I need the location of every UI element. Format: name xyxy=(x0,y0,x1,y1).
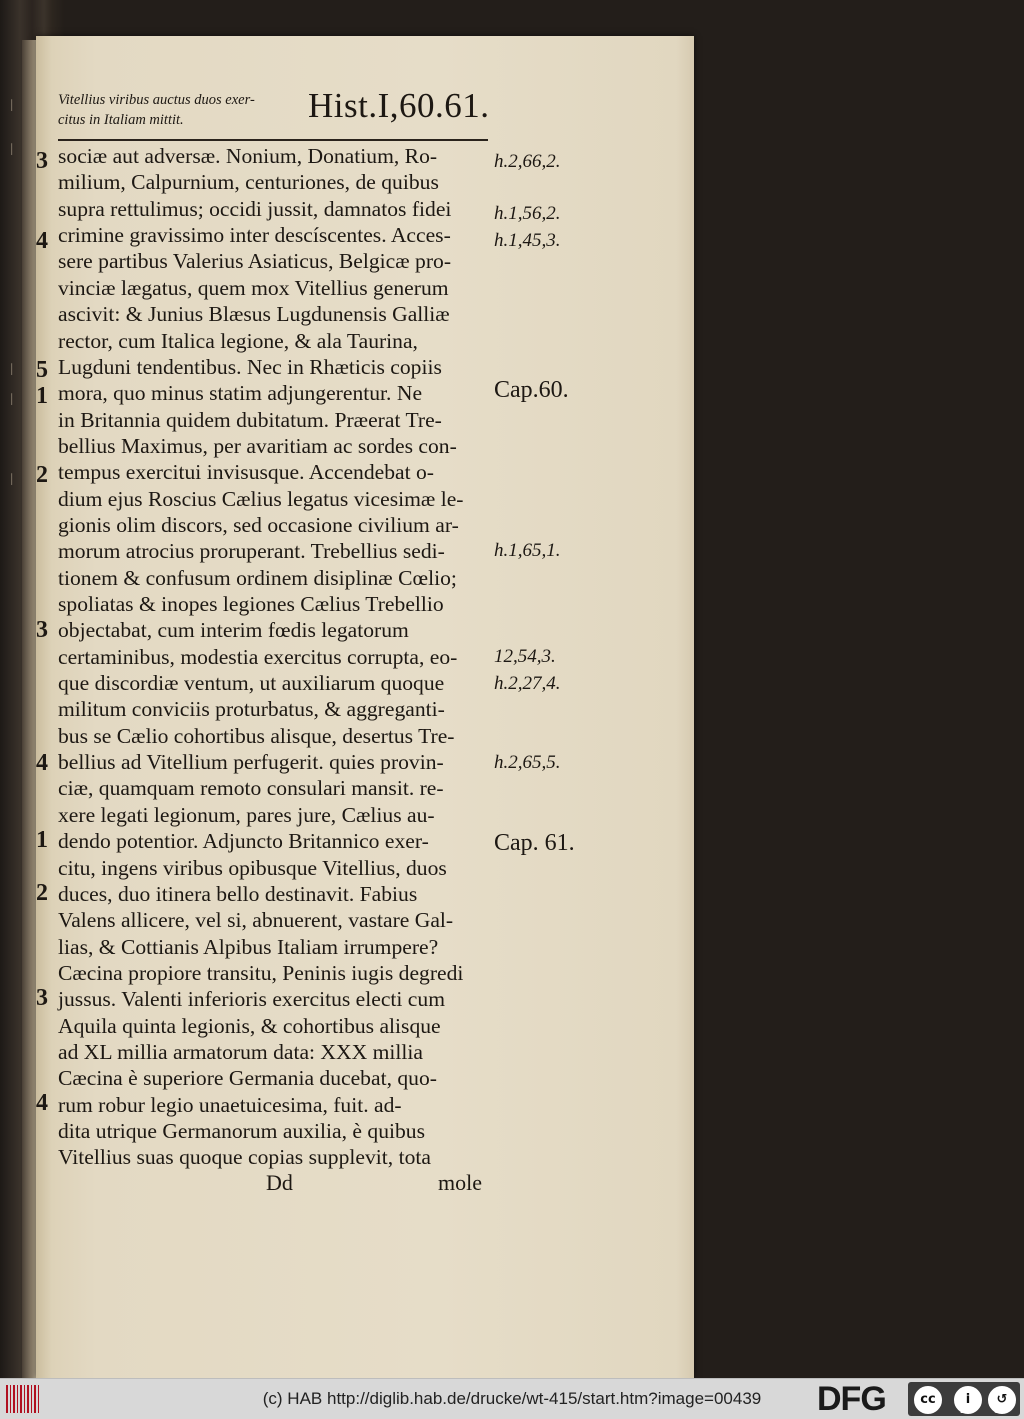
text-line: mora, quo minus statim adjungerentur. Ne xyxy=(58,381,423,406)
paragraph-number: 2 xyxy=(36,880,48,906)
text-line: Cæcina propiore transitu, Peninis iugis degredi xyxy=(58,960,464,985)
text-line: tempus exercitui invisusque. Accendebat o- xyxy=(58,460,434,485)
paragraph-number: 1 xyxy=(36,383,48,409)
text-line: certaminibus, modestia exercitus corrupta, eo- xyxy=(58,644,458,669)
paragraph-number: 2 xyxy=(36,462,48,488)
running-title-line-1: Vitellius viribus auctus duos exer- xyxy=(58,92,255,108)
text-line: que discordiæ ventum, ut auxiliarum quoque xyxy=(58,671,445,695)
text-line: tionem & confusum ordinem disiplinæ Cœlio; xyxy=(58,565,457,590)
text-line: sere partibus Valerius Asiaticus, Belgicæ pro- xyxy=(58,249,452,274)
text-line: militum conviciis proturbatus, & aggreganti- xyxy=(58,697,445,722)
text-line: supra rettulimus; occidi jussit, damnatos fidei xyxy=(58,196,452,221)
text-line: ascivit: & Junius Blæsus Lugdunensis Galliæ xyxy=(58,302,450,327)
share-alike-icon: ↺ xyxy=(988,1386,1016,1414)
running-title-line-2: citus in Italiam mittit. xyxy=(58,112,184,128)
text-line: vinciæ lægatus, quem mox Vitellius generum xyxy=(58,275,449,300)
edge-mark: ǀ xyxy=(10,470,14,489)
cc-icon: cc xyxy=(914,1386,942,1414)
attribution-icon: i xyxy=(954,1386,982,1414)
text-line: duces, duo itinera bello destinavit. Fabius xyxy=(58,881,418,906)
edge-mark: ǀ xyxy=(10,96,14,115)
edge-mark: ǀ xyxy=(10,360,14,379)
text-line: dendo potentior. Adjuncto Britannico exer- xyxy=(58,829,429,854)
text-line: rum robur legio unaetuicesima, fuit. ad- xyxy=(58,1092,402,1117)
catchword: mole xyxy=(438,1170,482,1195)
paragraph-number: 4 xyxy=(36,750,48,776)
text-line: lias, & Cottianis Alpibus Italiam irrumpere? xyxy=(58,934,439,959)
paragraph-number: 1 xyxy=(36,827,48,853)
text-line: crimine gravissimo inter descíscentes. Acces- xyxy=(58,223,451,248)
marginal-reference: 12,54,3. xyxy=(494,646,556,667)
paragraph-number: 4 xyxy=(36,228,48,254)
text-line: Cæcina è superiore Germania ducebat, quo- xyxy=(58,1066,437,1091)
text-line: Vitellius suas quoque copias supplevit, tota xyxy=(58,1145,431,1170)
text-line: Aquila quinta legionis, & cohortibus alisque xyxy=(58,1013,441,1038)
text-line: Lugduni tendentibus. Nec in Rhæticis copiis xyxy=(58,354,442,379)
marginal-reference: h.2,65,5. xyxy=(494,752,561,773)
marginal-reference: h.2,27,4. xyxy=(494,673,561,694)
marginal-reference: h.1,45,3. xyxy=(494,230,561,251)
text-line: bellius Maximus, per avaritiam ac sordes con- xyxy=(58,433,457,458)
paragraph-number: 3 xyxy=(36,148,48,174)
text-line: dium ejus Roscius Cælius legatus vicesimæ le- xyxy=(58,486,464,511)
text-line: ad XL millia armatorum data: XXX millia xyxy=(58,1039,423,1064)
running-reference: Hist.I,60.61. xyxy=(308,86,490,125)
marginal-reference: h.1,65,1. xyxy=(494,540,561,561)
edge-mark: ǀ xyxy=(10,390,14,409)
cc-license-badge[interactable] xyxy=(908,1382,1020,1416)
text-line: in Britannia quidem dubitatum. Præerat Tre- xyxy=(58,407,442,432)
text-line: sociæ aut adversæ. Nonium, Donatium, Ro- xyxy=(58,144,438,168)
text-line: bus se Cælio cohortibus alisque, desertus Tre- xyxy=(58,723,455,748)
chapter-label-61: Cap. 61. xyxy=(494,830,575,856)
text-line: gionis olim discors, sed occasione civilium ar- xyxy=(58,512,459,537)
page-edge xyxy=(22,40,36,1378)
paragraph-number: 5 xyxy=(36,357,48,383)
paragraph-number: 3 xyxy=(36,617,48,643)
header-rule xyxy=(58,139,488,141)
text-line: Valens allicere, vel si, abnuerent, vastare Gal- xyxy=(58,908,454,933)
license-sa-label: SA xyxy=(994,1406,1005,1415)
text-line: citu, ingens viribus opibusque Vitellius, duos xyxy=(58,855,447,880)
text-line: spoliatas & inopes legiones Cælius Trebellio xyxy=(58,592,444,616)
text-line: dita utrique Germanorum auxilia, è quibus xyxy=(58,1119,425,1143)
paragraph-number: 3 xyxy=(36,985,48,1011)
edge-mark: ǀ xyxy=(10,140,14,159)
text-line: bellius ad Vitellium perfugerit. quies provin- xyxy=(58,750,444,775)
text-line: xere legati legionum, pares jure, Cælius au- xyxy=(58,802,435,827)
text-line: milium, Calpurnium, centuriones, de quibus xyxy=(58,170,439,195)
license-by-label: BY xyxy=(960,1406,971,1415)
copyright-link[interactable]: (c) HAB http://diglib.hab.de/drucke/wt-415/start.htm?image=00439 xyxy=(262,1389,762,1408)
marginal-reference: h.2,66,2. xyxy=(494,151,561,172)
signature-mark: Dd xyxy=(266,1170,293,1195)
text-line: morum atrocius proruperant. Trebellius sedi- xyxy=(58,539,445,564)
marginal-reference: h.1,56,2. xyxy=(494,203,561,224)
text-line: rector, cum Italica legione, & ala Taurina, xyxy=(58,328,418,353)
text-line: jussus. Valenti inferioris exercitus electi cum xyxy=(58,987,445,1012)
text-line: objectabat, cum interim fœdis legatorum xyxy=(58,618,409,643)
text-line: ciæ, quamquam remoto consulari mansit. re- xyxy=(58,776,444,801)
viewer-footer xyxy=(0,1378,1024,1419)
paragraph-number: 4 xyxy=(36,1090,48,1116)
dfg-logo: DFG xyxy=(817,1380,886,1418)
chapter-label-60: Cap.60. xyxy=(494,377,569,403)
